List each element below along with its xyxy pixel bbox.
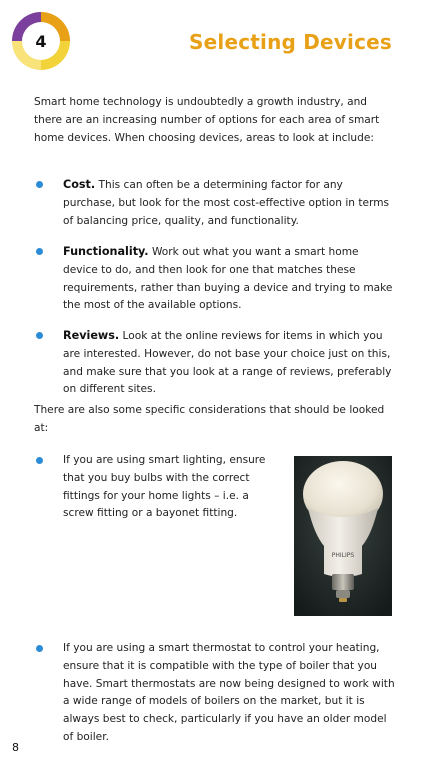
list-item-text: [63, 327, 396, 399]
list-item-body: If you are using a smart thermostat to control your heating, ensure that it is compatible with the type of boiler that you have. Smart thermostats are now being designed to work with a wide range of models of boilers on the market, but it is always best to check, particularly if you have an older model of boiler.: [63, 642, 395, 743]
bullet-icon: [36, 457, 43, 464]
list-item-term: Functionality.: [63, 245, 149, 258]
list-item-body: Work out what you want a smart home device to do, and then look for one that matches these requirements, rather than buying a device and trying to make the most of the available options.: [63, 246, 393, 312]
chapter-number: 4: [35, 32, 47, 51]
considerations-intro: There are also some specific considerations that should be looked at:: [34, 404, 385, 434]
list-item-body: This can often be a determining factor for any purchase, but look for the most cost-effective option in terms of balancing price, quality, and functionality.: [63, 179, 390, 227]
list-item-text: [63, 243, 396, 315]
list-item-cost: [34, 176, 396, 230]
smart-bulb-photo: [294, 456, 392, 616]
list-item-reviews: [34, 327, 396, 399]
bullet-icon: [36, 332, 43, 339]
page-title: Selecting Devices: [189, 30, 392, 54]
list-item-smart-thermostat: [34, 640, 396, 747]
list-item-text: [63, 176, 396, 230]
list-item-body: Look at the online reviews for items in which you are interested. However, do not base your choice just on this, and make sure that you look at a range of reviews, preferably on different sites.: [63, 330, 392, 396]
intro-paragraph: Smart home technology is undoubtedly a growth industry, and there are an increasing number of options for each area of smart home devices. When choosing devices, areas to look at include:: [34, 96, 380, 144]
list-item-body: If you are using smart lighting, ensure that you buy bulbs with the correct fittings for your home lights – i.e. a screw fitting or a bayonet fitting.: [63, 454, 266, 520]
list-item-term: Reviews.: [63, 329, 120, 342]
list-item-term: Cost.: [63, 178, 96, 191]
chapter-badge: [12, 12, 70, 70]
bulb-brand-label: PHILIPS: [331, 552, 355, 559]
bulb-icon: [294, 456, 392, 616]
bullet-icon: [36, 645, 43, 652]
list-item-functionality: [34, 243, 396, 315]
page-number: 8: [12, 741, 19, 754]
list-item-smart-lighting: [34, 452, 274, 523]
bullet-icon: [36, 248, 43, 255]
bullet-icon: [36, 181, 43, 188]
